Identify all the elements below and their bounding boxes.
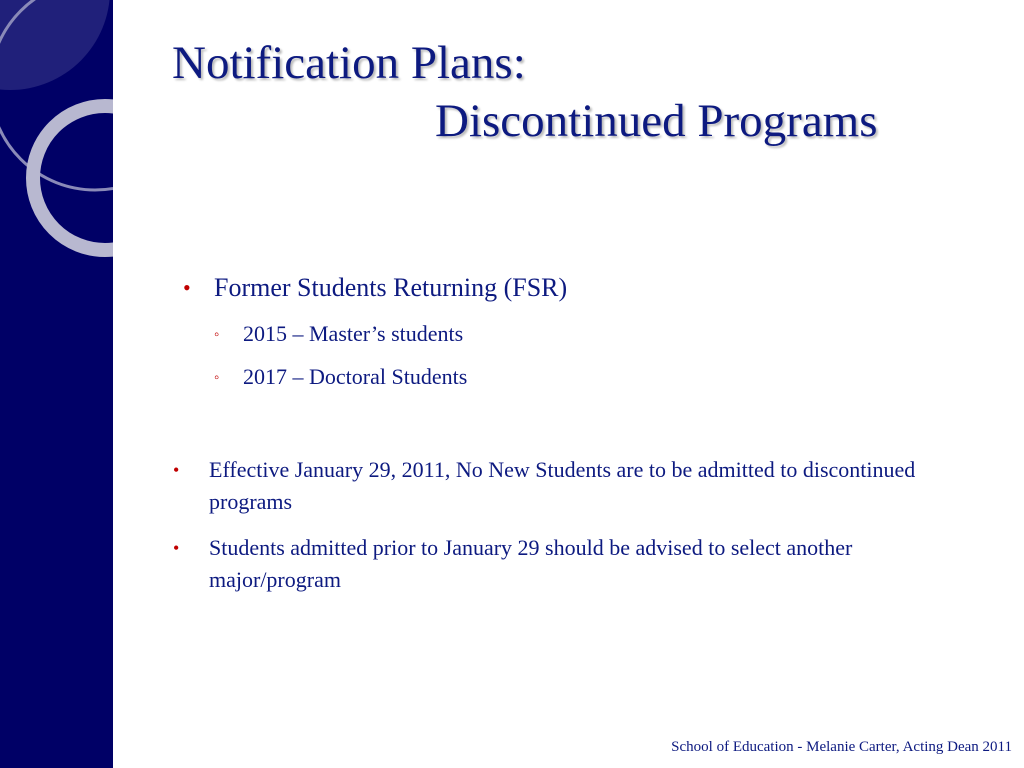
bullet-marker: • [173,538,180,558]
title-line-1: Notification Plans: [172,37,526,89]
bullet-marker: • [173,460,180,480]
paragraph-bullet [173,532,983,596]
paragraph-bullet [173,454,983,518]
paragraph-text: Students admitted prior to January 29 should be advised to select another major/program [209,535,853,592]
bullet-marker: • [183,275,191,300]
sub-bullet-text: 2017 – Doctoral Students [243,364,468,389]
slide-footer: School of Education - Melanie Carter, Acting Dean 2011 [671,739,1012,755]
sub-bullet-marker: ◦ [214,327,220,343]
sub-bullet-text: 2015 – Master’s students [243,321,464,346]
main-bullet-text: Former Students Returning (FSR) [214,273,568,302]
title-line-2: Discontinued Programs [435,95,878,147]
paragraph-text: Effective January 29, 2011, No New Students are to be admitted to discontinued programs [209,457,916,514]
sub-bullet-marker: ◦ [214,370,220,386]
